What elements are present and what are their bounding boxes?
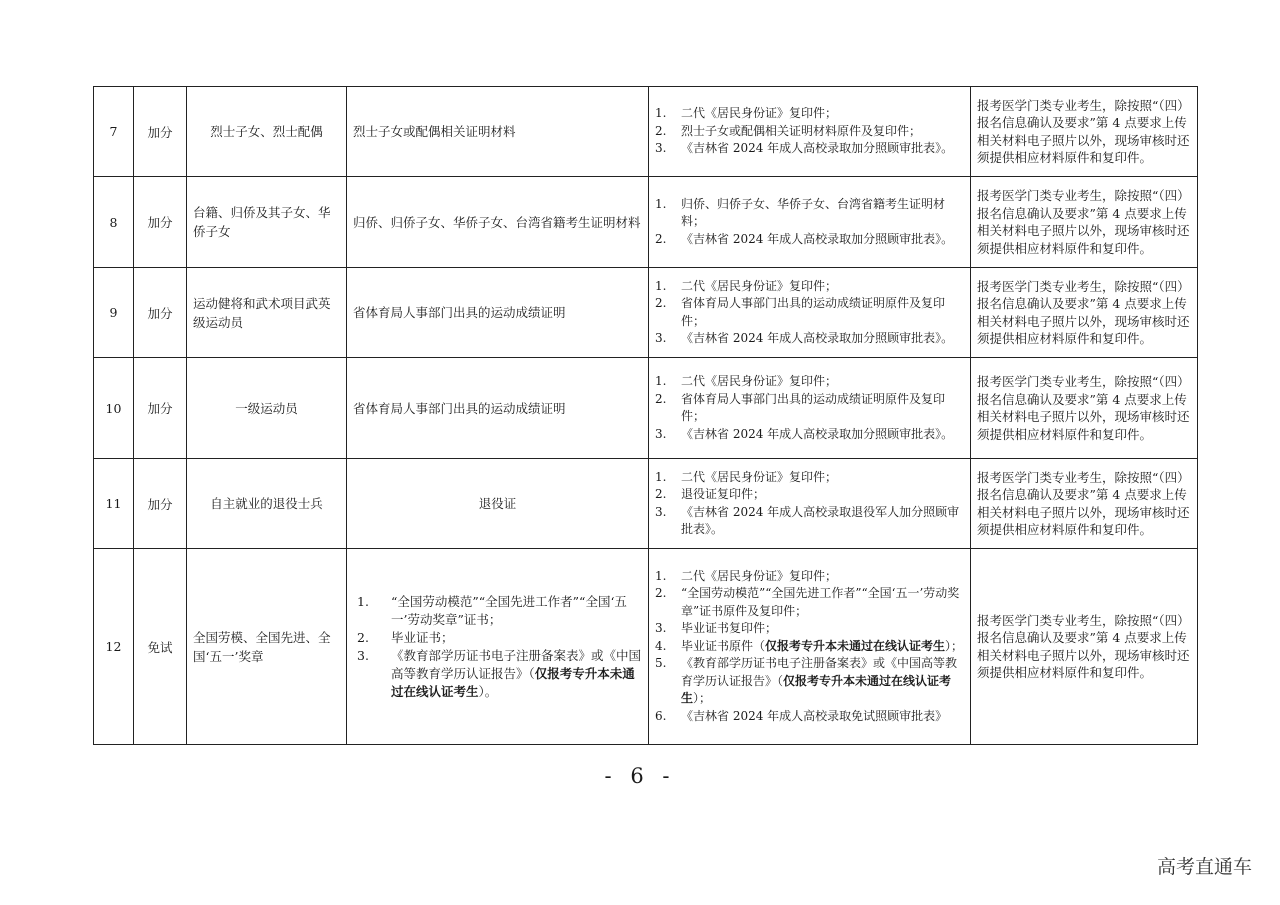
- list-item: 1. 归侨、归侨子女、华侨子女、台湾省籍考生证明材料；: [655, 196, 946, 229]
- row-type: 加分: [134, 459, 187, 549]
- watermark: 高考直通车: [1156, 856, 1252, 878]
- list-item: 2. 《吉林省 2024 年成人高校录取加分照顾审批表》。: [655, 231, 954, 246]
- row-submit-list: [649, 358, 971, 459]
- row-number: 9: [94, 268, 134, 358]
- row-note: 报考医学门类专业考生，除按照“（四）报名信息确认及要求”第 4 点要求上传相关材料电子照片以外，现场审核时还须提供相应材料原件和复印件。: [971, 549, 1198, 745]
- list-item: 2. 省体育局人事部门出具的运动成绩证明原件及复印件；: [655, 296, 946, 328]
- list-item: 3. 《教育部学历证书电子注册备案表》或《中国高等教育学历认证报告》（仅报考专升本未通过在线认证考生）。: [357, 647, 642, 699]
- table-row: [94, 177, 1198, 268]
- list-item: 6. 《吉林省 2024 年成人高校录取免试照顾审批表》: [655, 708, 948, 723]
- list-item: 5. 《教育部学历证书电子注册备案表》或《中国高等教育学历认证报告》（仅报考专升本未通过在线认证考生）；: [655, 656, 958, 706]
- row-category: 一级运动员: [187, 358, 347, 459]
- row-category: 台籍、归侨及其子女、华侨子女: [187, 177, 347, 268]
- row-submit-list: [649, 177, 971, 268]
- row-number: 7: [94, 87, 134, 177]
- row-number: 12: [94, 549, 134, 745]
- row-materials: 烈士子女或配偶相关证明材料: [347, 87, 649, 177]
- list-item: 2. 毕业证书；: [357, 629, 454, 645]
- list-item: 2. 省体育局人事部门出具的运动成绩证明原件及复印件；: [655, 391, 946, 423]
- row-note: 报考医学门类专业考生，除按照“（四）报名信息确认及要求”第 4 点要求上传相关材料电子照片以外，现场审核时还须提供相应材料原件和复印件。: [971, 358, 1198, 459]
- list-item: 1. 二代《居民身份证》复印件；: [655, 374, 838, 388]
- row-submit-list: [649, 549, 971, 745]
- list-item: 1. 二代《居民身份证》复印件；: [655, 568, 838, 583]
- table-row: [94, 549, 1198, 745]
- policy-table: [93, 86, 1198, 745]
- list-item: 1. 二代《居民身份证》复印件；: [655, 278, 838, 293]
- list-item: 1. “全国劳动模范”“全国先进工作者”“全国‘五一’劳动奖章”证书；: [357, 593, 627, 627]
- row-category: 运动健将和武术项目武英级运动员: [187, 268, 347, 358]
- row-category: 烈士子女、烈士配偶: [187, 87, 347, 177]
- table-row: [94, 87, 1198, 177]
- list-item: 2. “全国劳动模范”“全国先进工作者”“全国‘五一’劳动奖章”证书原件及复印件；: [655, 586, 960, 618]
- row-number: 10: [94, 358, 134, 459]
- list-item: 3. 《吉林省 2024 年成人高校录取加分照顾审批表》。: [655, 331, 954, 345]
- row-note: 报考医学门类专业考生，除按照“（四）报名信息确认及要求”第 4 点要求上传相关材料电子照片以外，现场审核时还须提供相应材料原件和复印件。: [971, 268, 1198, 358]
- row-materials: 退役证: [347, 459, 649, 549]
- list-item: 3. 《吉林省 2024 年成人高校录取加分照顾审批表》。: [655, 141, 954, 156]
- row-submit-list: [649, 87, 971, 177]
- list-item: 3. 《吉林省 2024 年成人高校录取加分照顾审批表》。: [655, 426, 954, 441]
- row-type: 加分: [134, 358, 187, 459]
- row-materials-list: [347, 549, 649, 745]
- list-item: 2. 退役证复印件；: [655, 487, 766, 501]
- row-submit-list: [649, 268, 971, 358]
- row-materials: 省体育局人事部门出具的运动成绩证明: [347, 268, 649, 358]
- list-item: 1. 二代《居民身份证》复印件；: [655, 106, 838, 121]
- table-row: [94, 358, 1198, 459]
- row-type: 加分: [134, 177, 187, 268]
- row-number: 8: [94, 177, 134, 268]
- row-materials: 归侨、归侨子女、华侨子女、台湾省籍考生证明材料: [347, 177, 649, 268]
- page-number: - 6 -: [604, 764, 676, 788]
- list-item: 1. 二代《居民身份证》复印件；: [655, 469, 838, 484]
- list-item: 3. 《吉林省 2024 年成人高校录取退役军人加分照顾审批表》。: [655, 504, 960, 536]
- row-materials: 省体育局人事部门出具的运动成绩证明: [347, 358, 649, 459]
- row-submit-list: [649, 459, 971, 549]
- table-row: [94, 268, 1198, 358]
- list-item: 4. 毕业证书原件（仅报考专升本未通过在线认证考生）；: [655, 638, 964, 653]
- list-item: 3. 毕业证书复印件；: [655, 621, 778, 636]
- row-type: 加分: [134, 268, 187, 358]
- table-row: [94, 459, 1198, 549]
- row-category: 全国劳模、全国先进、全国‘五一’奖章: [187, 549, 347, 745]
- row-category: 自主就业的退役士兵: [187, 459, 347, 549]
- row-type: 加分: [134, 87, 187, 177]
- row-note: 报考医学门类专业考生，除按照“（四）报名信息确认及要求”第 4 点要求上传相关材料电子照片以外，现场审核时还须提供相应材料原件和复印件。: [971, 459, 1198, 549]
- row-note: 报考医学门类专业考生，除按照“（四）报名信息确认及要求”第 4 点要求上传相关材料电子照片以外，现场审核时还须提供相应材料原件和复印件。: [971, 87, 1198, 177]
- row-type: 免试: [134, 549, 187, 745]
- list-item: 2. 烈士子女或配偶相关证明材料原件及复印件；: [655, 123, 922, 138]
- row-number: 11: [94, 459, 134, 549]
- row-note: 报考医学门类专业考生，除按照“（四）报名信息确认及要求”第 4 点要求上传相关材料电子照片以外，现场审核时还须提供相应材料原件和复印件。: [971, 177, 1198, 268]
